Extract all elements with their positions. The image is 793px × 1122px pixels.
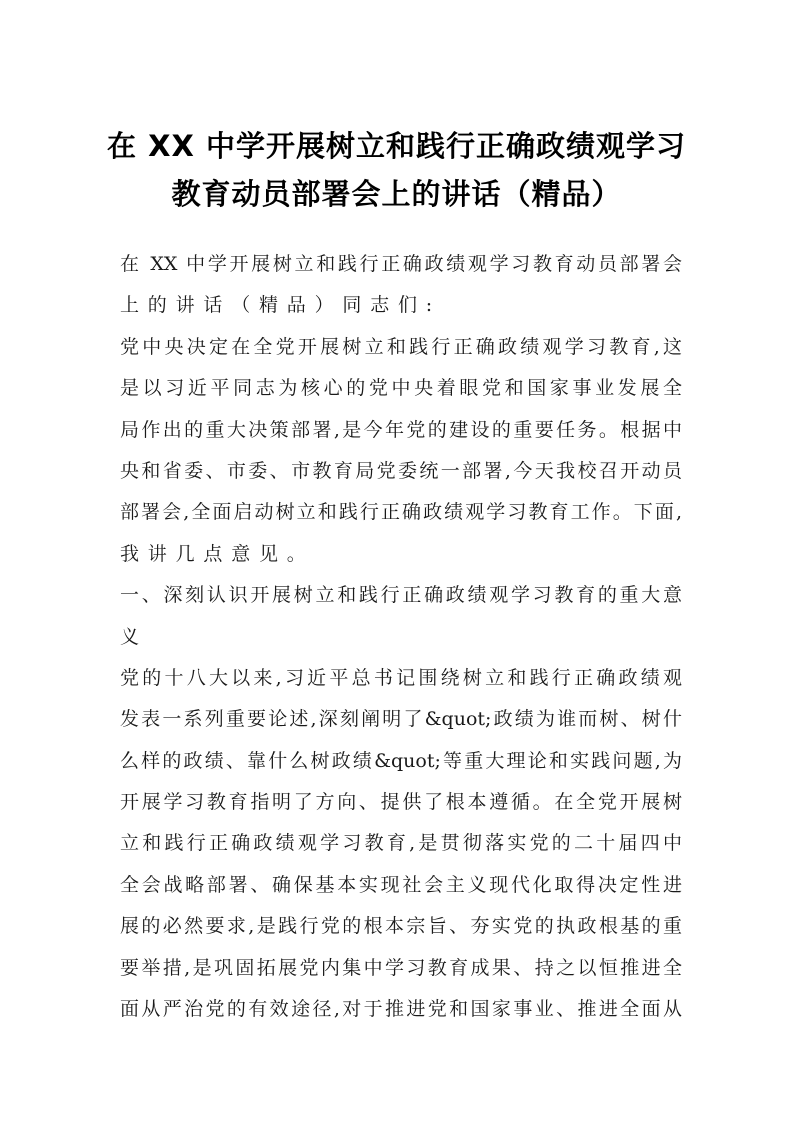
- body-text-line: 要举措,是巩固拓展党内集中学习教育成果、持之以恒推进全: [120, 956, 682, 979]
- body-text-line: 党中央决定在全党开展树立和践行正确政绩观学习教育,这: [120, 335, 682, 358]
- section-heading-line: 义: [120, 625, 148, 648]
- body-text-line: 党的十八大以来,习近平总书记围绕树立和践行正确政绩观: [120, 666, 682, 689]
- body-text-line: 我讲几点意见。: [120, 542, 315, 565]
- body-text-line: 立和践行正确政绩观学习教育,是贯彻落实党的二十届四中: [120, 832, 682, 855]
- section-heading-line: 一、深刻认识开展树立和践行正确政绩观学习教育的重大意: [120, 584, 682, 607]
- body-text-line: 在 XX 中学开展树立和践行正确政绩观学习教育动员部署会: [120, 253, 682, 275]
- body-text-line: 么样的政绩、靠什么树政绩&quot;等重大理论和实践问题,为: [120, 749, 682, 772]
- document-title-line-1: 在 XX 中学开展树立和践行正确政绩观学习: [107, 129, 686, 163]
- body-text-line: 发表一系列重要论述,深刻阐明了&quot;政绩为谁而树、树什: [120, 708, 682, 731]
- body-text-line: 开展学习教育指明了方向、提供了根本遵循。在全党开展树: [120, 791, 682, 814]
- body-text-line: 是以习近平同志为核心的党中央着眼党和国家事业发展全: [120, 377, 682, 400]
- document-title-line-2: 教育动员部署会上的讲话（精品）: [171, 177, 622, 211]
- body-text-line: 央和省委、市委、市教育局党委统一部署,今天我校召开动员: [120, 459, 682, 482]
- body-text-line: 全会战略部署、确保基本实现社会主义现代化取得决定性进: [120, 873, 682, 896]
- body-text-line: 部署会,全面启动树立和践行正确政绩观学习教育工作。下面,: [120, 501, 682, 524]
- body-text-line: 上的讲话（精品）同志们:: [120, 294, 442, 317]
- document-body: [120, 244, 682, 1030]
- body-text-line: 展的必然要求,是践行党的根本宗旨、夯实党的执政根基的重: [120, 915, 682, 938]
- body-text-line: 面从严治党的有效途径,对于推进党和国家事业、推进全面从: [120, 998, 682, 1021]
- body-text-line: 局作出的重大决策部署,是今年党的建设的重要任务。根据中: [120, 418, 682, 441]
